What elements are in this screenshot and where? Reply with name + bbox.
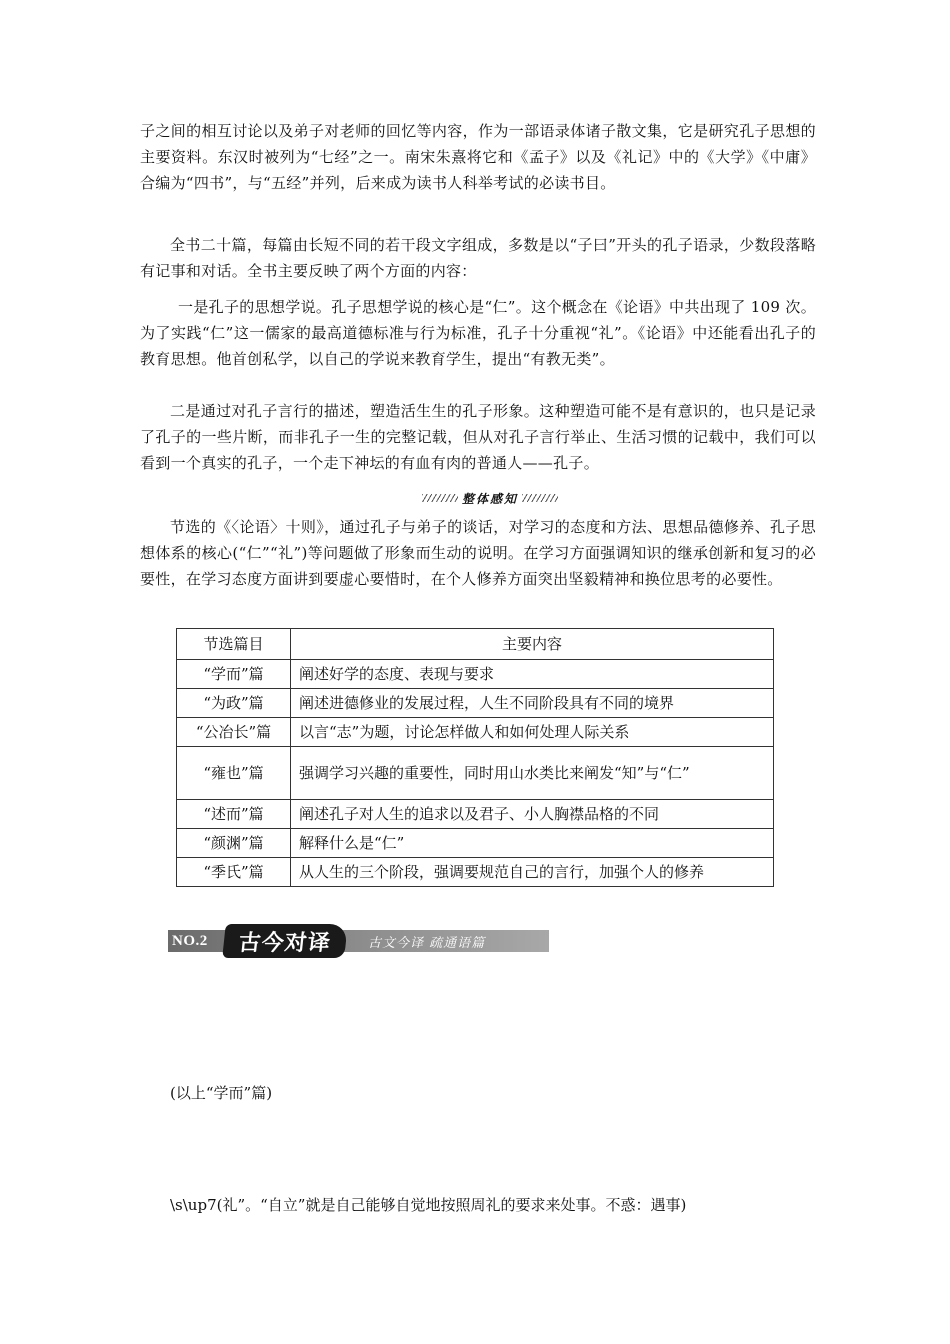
banner-number: NO.2 [172,932,208,949]
section-divider [420,488,560,508]
section-banner [168,929,549,956]
chapter-summary-table [176,628,774,887]
table-row [177,829,774,858]
table-cell-chapter: “学而”篇 [177,660,291,689]
table-header-content: 主要内容 [291,629,774,660]
table-cell-chapter: “述而”篇 [177,800,291,829]
table-cell-chapter: “公冶长”篇 [177,718,291,747]
table-row [177,800,774,829]
table-row [177,718,774,747]
table-cell-chapter: “雍也”篇 [177,747,291,800]
table-cell-chapter: “颜渊”篇 [177,829,291,858]
banner-subtitle: 古文今译 疏通语篇 [368,936,486,951]
section-label: 整体感知 [461,491,518,506]
table-row [177,747,774,800]
table-cell-content: 以言“志”为题，讨论怎样做人和如何处理人际关系 [291,718,774,747]
table-cell-chapter: “为政”篇 [177,689,291,718]
divider-hatch-left [422,494,458,502]
divider-hatch-right [522,494,558,502]
fragment-line: \s\up7(礼”。“自立”就是自己能够自觉地按照周礼的要求来处事。不惑：遇事) [170,1196,687,1214]
table-cell-content: 从人生的三个阶段，强调要规范自己的言行，加强个人的修养 [291,858,774,887]
table-cell-content: 阐述孔子对人生的追求以及君子、小人胸襟品格的不同 [291,800,774,829]
table-cell-content: 强调学习兴趣的重要性，同时用山水类比来阐发“知”与“仁” [291,747,774,800]
book-structure-paragraph: 全书二十篇，每篇由长短不同的若干段文字组成，多数是以“子曰”开头的孔子语录，少数段落略有记事和对话。全书主要反映了两个方面的内容： [140,236,816,280]
table-row [177,858,774,887]
intro-paragraph-continued: 子之间的相互讨论以及弟子对老师的回忆等内容，作为一部语录体诸子散文集，它是研究孔子思想的主要资料。东汉时被列为“七经”之一。南宋朱熹将它和《孟子》以及《礼记》中的《大学》《中庸》合编为“四书”，与“五经”并列，后来成为读书人科举考试的必读书目。 [140,122,816,192]
table-header-row [177,629,774,660]
table-cell-content: 解释什么是“仁” [291,829,774,858]
image-paragraph: 二是通过对孔子言行的描述，塑造活生生的孔子形象。这种塑造可能不是有意识的，也只是记录了孔子的一些片断，而非孔子一生的完整记载，但从对孔子言行举止、生活习惯的记载中，我们可以看到一个真实的孔子，一个走下神坛的有血有肉的普通人——孔子。 [140,402,816,472]
xueer-note: (以上“学而”篇) [170,1084,273,1102]
summary-paragraph: 节选的《〈论语〉十则》，通过孔子与弟子的谈话，对学习的态度和方法、思想品德修养、孔子思想体系的核心(“仁”“礼”)等问题做了形象而生动的说明。在学习方面强调知识的继承创新和复习的必要性，在学习态度方面讲到要虚心要惜时，在个人修养方面突出坚毅精神和换位思考的必要性。 [140,518,816,588]
thought-paragraph: 一是孔子的思想学说。孔子思想学说的核心是“仁”。这个概念在《论语》中共出现了 109 次。为了实践“仁”这一儒家的最高道德标准与行为标准，孔子十分重视“礼”。《论语》中还能看出孔子的教育思想。他首创私学，以自己的学说来教育学生，提出“有教无类”。 [140,298,816,368]
table-cell-content: 阐述进德修业的发展过程，人生不同阶段具有不同的境界 [291,689,774,718]
table-cell-content: 阐述好学的态度、表现与要求 [291,660,774,689]
table-header-chapter: 节选篇目 [177,629,291,660]
banner-title: 古今对译 [222,924,348,958]
table-row [177,689,774,718]
table-cell-chapter: “季氏”篇 [177,858,291,887]
table-row [177,660,774,689]
